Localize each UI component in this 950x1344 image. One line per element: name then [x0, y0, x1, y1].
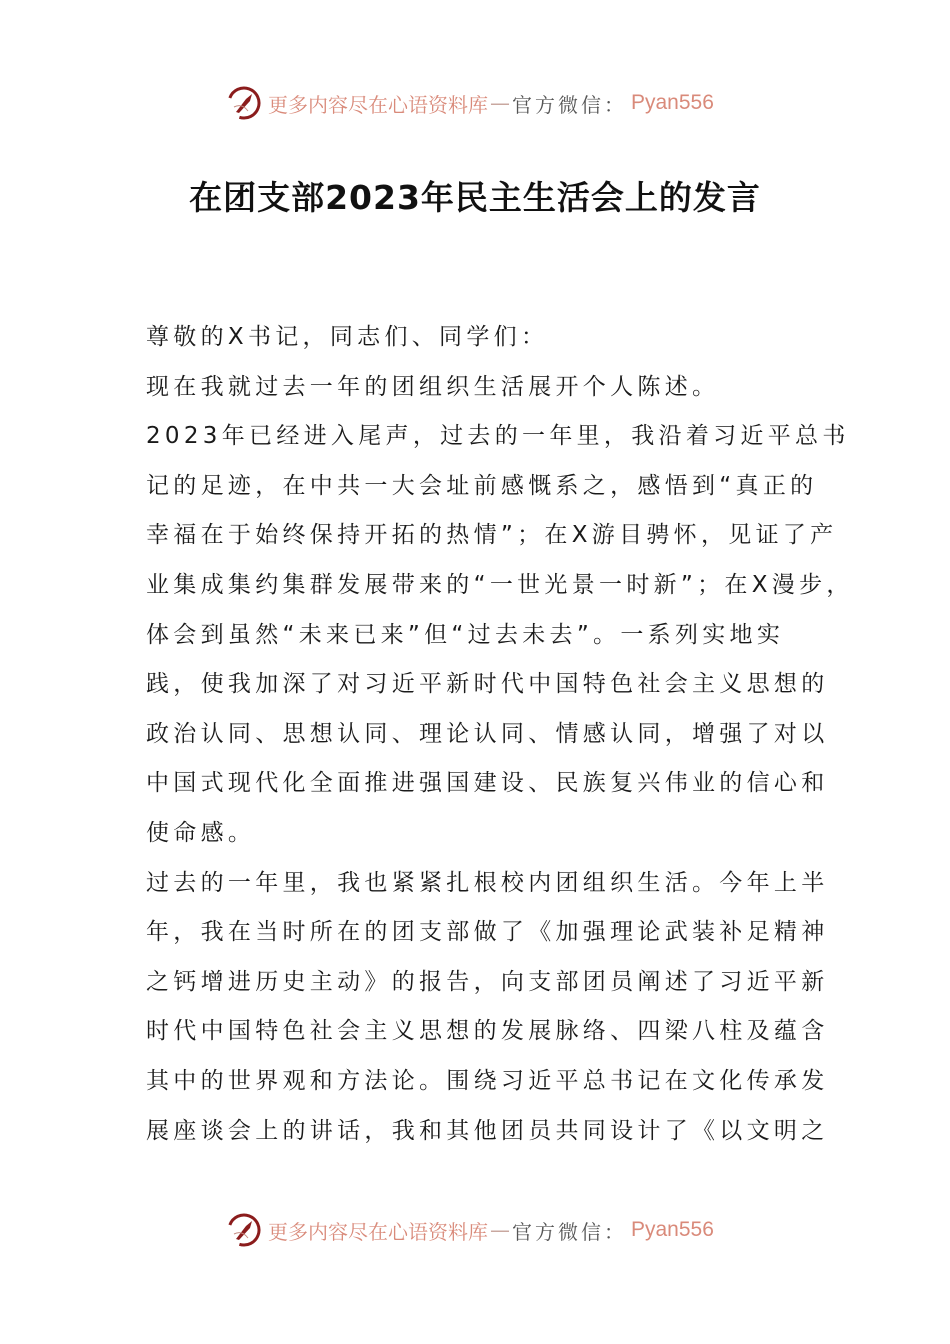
footer-watermark: [226, 1210, 714, 1250]
body-line: 体会到虽然“未来已来”但“过去未去”。一系列实地实: [146, 621, 785, 648]
document-title: 在团支部2023年民主生活会上的发言: [189, 178, 761, 217]
quill-pen-logo-icon: [226, 85, 262, 121]
body-line: 记的足迹，在中共一大会址前感慨系之，感悟到“真正的: [146, 472, 818, 499]
watermark-wechat-id: Pyan556: [631, 1218, 714, 1241]
body-line: 践，使我加深了对习近平新时代中国特色社会主义思想的: [146, 671, 829, 698]
watermark-dash: —: [490, 1218, 510, 1242]
body-line: 现在我就过去一年的团组织生活展开个人陈述。: [146, 373, 720, 400]
body-line: 幸福在于始终保持开拓的热情”；在X游目骋怀，见证了产: [146, 522, 838, 549]
body-line: 业集成集约集群发展带来的“一世光景一时新”；在X漫步，: [146, 571, 854, 598]
watermark-official-text: 官方微信：: [512, 92, 627, 117]
body-line: 中国式现代化全面推进强国建设、民族复兴伟业的信心和: [146, 770, 829, 797]
watermark-site-text: 更多内容尽在心语资料库: [268, 92, 488, 117]
body-line: 尊敬的X书记，同志们、同学们：: [146, 324, 549, 350]
watermark-site-text: 更多内容尽在心语资料库: [268, 1219, 488, 1244]
watermark-official-text: 官方微信：: [512, 1219, 627, 1244]
watermark-dash: —: [490, 91, 510, 115]
body-line: 过去的一年里，我也紧紧扎根校内团组织生活。今年上半: [146, 869, 829, 896]
body-line: 时代中国特色社会主义思想的发展脉络、四梁八柱及蕴含: [146, 1018, 829, 1045]
quill-pen-logo-icon: [226, 1212, 262, 1248]
body-line: 2023年已经进入尾声，过去的一年里，我沿着习近平总书: [146, 423, 850, 450]
body-line: 其中的世界观和方法论。围绕习近平总书记在文化传承发: [146, 1067, 829, 1094]
header-watermark: [226, 83, 714, 123]
body-line: 年，我在当时所在的团支部做了《加强理论武装补足精神: [146, 919, 829, 946]
watermark-wechat-id: Pyan556: [631, 91, 714, 114]
document-body: [146, 313, 854, 1156]
body-line: 政治认同、思想认同、理论认同、情感认同，增强了对以: [146, 720, 829, 747]
body-line: 使命感。: [146, 819, 256, 846]
body-line: 展座谈会上的讲话，我和其他团员共同设计了《以文明之: [146, 1117, 829, 1144]
body-line: 之钙增进历史主动》的报告，向支部团员阐述了习近平新: [146, 968, 829, 995]
